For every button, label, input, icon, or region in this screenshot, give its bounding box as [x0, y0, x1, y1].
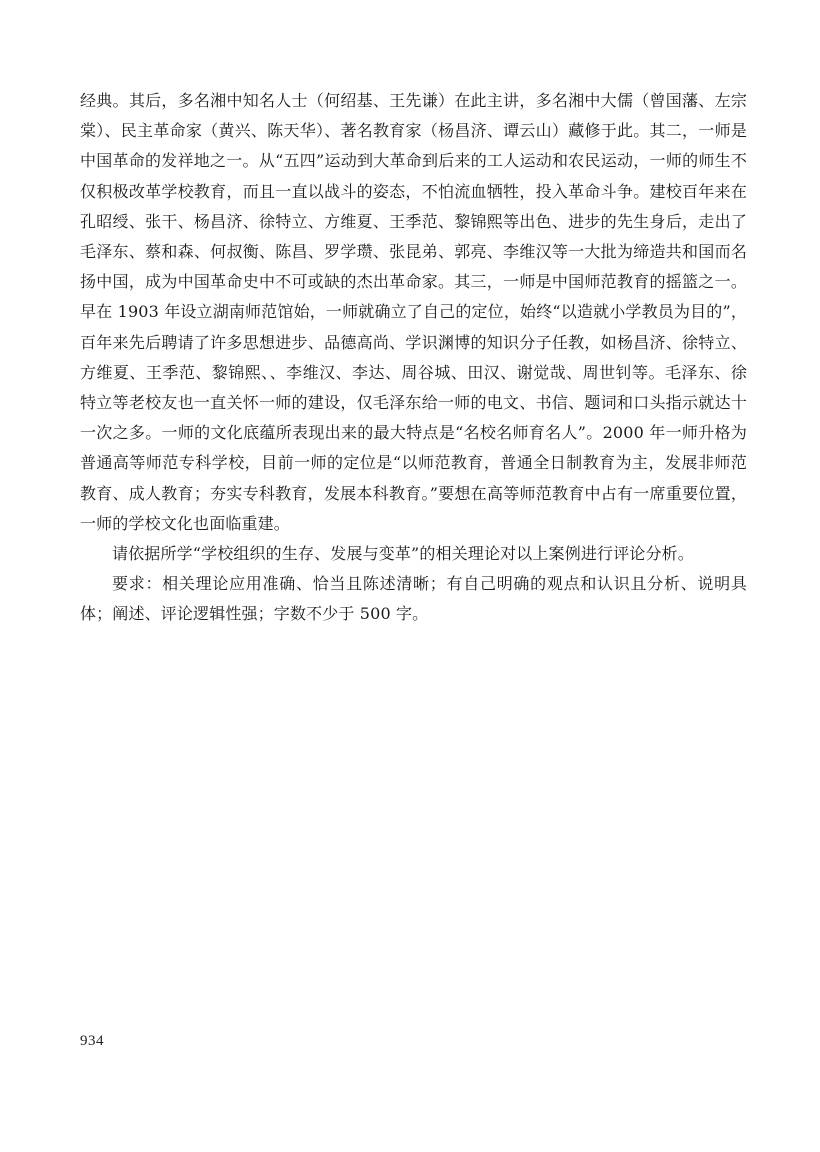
page-number: 934 [80, 1033, 104, 1049]
requirements-paragraph: 要求：相关理论应用准确、恰当且陈述清晰；有自己明确的观点和认识且分析、说明具体；阐述、评论逻辑性强；字数不少于 500 字。 [80, 574, 747, 624]
question-paragraph: 请依据所学“学校组织的生存、发展与变革”的相关理论对以上案例进行评论分析。 [112, 544, 694, 564]
body-text [80, 86, 747, 630]
case-paragraph-continued: 经典。其后，多名湘中知名人士（何绍基、王先谦）在此主讲，多名湘中大儒（曾国藩、左宗棠）、民主革命家（黄兴、陈天华）、著名教育家（杨昌济、谭云山）藏修于此。其二，一师是中国革命的发祥地之一。从“五四”运动到大革命到后来的工人运动和农民运动，一师的师生不仅积极改革学校教育，而且一直以战斗的姿态，不怕流血牺牲，投入革命斗争。建校百年来在孔昭绶、张干、杨昌济、徐特立、方维夏、王季范、黎锦熙等出色、进步的先生身后，走出了毛泽东、蔡和森、何叔衡、陈昌、罗学瓒、张昆弟、郭亮、李维汉等一大批为缔造共和国而名扬中国，成为中国革命史中不可或缺的杰出革命家。其三，一师是中国师范教育的摇篮之一。早在 1903 年设立湖南师范馆始，一师就确立了自己的定位，始终“以造就小学教员为目的”，百年来先后聘请了许多思想进步、品德高尚、学识渊博的知识分子任教，如杨昌济、徐特立、方维夏、王季范、黎锦熙、、李维汉、李达、周谷城、田汉、谢觉哉、周世钊等。毛泽东、徐特立等老校友也一直关怀一师的建设，仅毛泽东给一师的电文、书信、题词和口头指示就达十一次之多。一师的文化底蕴所表现出来的最大特点是“名校名师育名人”。2000 年一师升格为普通高等师范专科学校，目前一师的定位是“以师范教育，普通全日制教育为主，发展非师范教育、成人教育；夯实专科教育，发展本科教育。”要想在高等师范教育中占有一席重要位置，一师的学校文化也面临重建。 [80, 91, 747, 533]
